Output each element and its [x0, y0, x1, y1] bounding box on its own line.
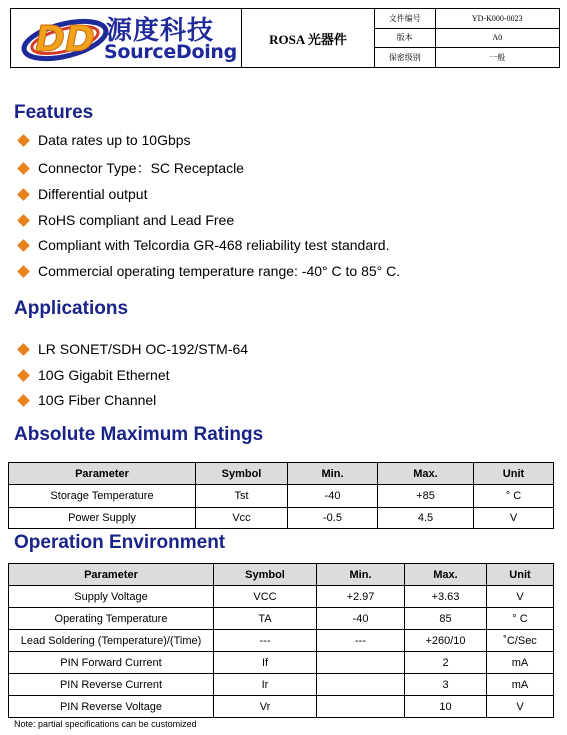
column-header: Symbol	[214, 564, 317, 586]
table-cell: VCC	[214, 586, 317, 608]
logo-mark-text: DD	[35, 19, 95, 60]
table-cell: V	[474, 508, 554, 529]
list-item-text: 10G Fiber Channel	[38, 392, 157, 408]
table-row	[9, 608, 554, 630]
diamond-bullet-icon	[17, 394, 30, 407]
table-cell: V	[487, 696, 554, 718]
table-cell: Vr	[214, 696, 317, 718]
ratings-table	[8, 462, 554, 529]
table-cell: ° C	[487, 608, 554, 630]
column-header: Parameter	[9, 463, 196, 485]
logo-block	[11, 9, 242, 67]
environment-heading: Operation Environment	[14, 532, 226, 553]
table-cell: ˚C/Sec	[487, 630, 554, 652]
list-item-text: 10G Gigabit Ethernet	[38, 367, 170, 383]
list-item-text: Connector Type：SC Receptacle	[38, 160, 244, 176]
info-key: 保密级别	[375, 48, 435, 67]
diamond-bullet-icon	[17, 188, 30, 201]
column-header: Unit	[487, 564, 554, 586]
info-value: YD-K000-0023	[435, 9, 559, 28]
table-row	[9, 586, 554, 608]
table-cell: Vcc	[196, 508, 288, 529]
diamond-bullet-icon	[17, 343, 30, 356]
list-item	[18, 158, 244, 178]
table-cell: TA	[214, 608, 317, 630]
table-row	[9, 630, 554, 652]
list-item	[18, 132, 191, 148]
environment-table	[8, 563, 554, 718]
info-key: 文件编号	[375, 9, 435, 28]
table-row	[9, 485, 554, 508]
list-item	[18, 237, 389, 253]
column-header: Max.	[405, 564, 487, 586]
list-item	[18, 263, 400, 279]
applications-heading: Applications	[14, 298, 129, 319]
table-cell	[317, 696, 405, 718]
table-header-row	[9, 463, 554, 485]
table-cell: +85	[378, 485, 474, 508]
info-row	[375, 9, 559, 28]
column-header: Symbol	[196, 463, 288, 485]
table-cell: Operating Temperature	[9, 608, 214, 630]
table-row	[9, 652, 554, 674]
document-info-table	[375, 9, 559, 67]
table-cell	[317, 652, 405, 674]
table-cell: 3	[405, 674, 487, 696]
features-heading: Features	[14, 102, 94, 123]
table-cell: Lead Soldering (Temperature)/(Time)	[9, 630, 214, 652]
table-cell: -0.5	[288, 508, 378, 529]
table-cell: PIN Reverse Voltage	[9, 696, 214, 718]
diamond-bullet-icon	[17, 214, 30, 227]
list-item-text: Compliant with Telcordia GR-468 reliability test standard.	[38, 237, 390, 253]
info-value: 一般	[489, 53, 506, 63]
table-cell: mA	[487, 674, 554, 696]
document-title: ROSA 光器件	[242, 9, 375, 67]
table-cell: -40	[317, 608, 405, 630]
diamond-bullet-icon	[17, 369, 30, 382]
list-item	[18, 367, 170, 383]
table-cell: 10	[405, 696, 487, 718]
table-cell: -40	[288, 485, 378, 508]
table-cell: Power Supply	[9, 508, 196, 529]
column-header: Min.	[288, 463, 378, 485]
table-cell: 2	[405, 652, 487, 674]
list-item	[18, 392, 156, 408]
table-cell	[317, 674, 405, 696]
column-header: Unit	[474, 463, 554, 485]
diamond-bullet-icon	[17, 265, 30, 278]
table-cell: ---	[317, 630, 405, 652]
document-header	[10, 8, 560, 68]
diamond-bullet-icon	[17, 162, 30, 175]
table-row	[9, 674, 554, 696]
table-cell: Storage Temperature	[9, 485, 196, 508]
logo-chinese-name: 源度科技	[106, 16, 215, 46]
diamond-bullet-icon	[17, 134, 30, 147]
info-value: A0	[435, 28, 559, 47]
info-row	[375, 28, 559, 47]
list-item	[18, 186, 147, 202]
table-row	[9, 696, 554, 718]
list-item-text: Differential output	[38, 186, 148, 202]
footnote: Note: partial specifications can be customized	[14, 719, 197, 729]
table-header-row	[9, 564, 554, 586]
list-item-text: LR SONET/SDH OC-192/STM-64	[38, 341, 249, 357]
table-cell: +3.63	[405, 586, 487, 608]
logo-english-name: SourceDoing	[104, 41, 237, 63]
table-cell: PIN Forward Current	[9, 652, 214, 674]
list-item-text: Data rates up to 10Gbps	[38, 132, 191, 148]
table-cell: Ir	[214, 674, 317, 696]
diamond-bullet-icon	[17, 239, 30, 252]
ratings-heading: Absolute Maximum Ratings	[14, 424, 264, 445]
list-item	[18, 341, 248, 357]
table-cell: 4.5	[378, 508, 474, 529]
info-key: 版本	[375, 28, 435, 47]
list-item-text: RoHS compliant and Lead Free	[38, 212, 235, 228]
table-cell: PIN Reverse Current	[9, 674, 214, 696]
table-cell: +2.97	[317, 586, 405, 608]
column-header: Min.	[317, 564, 405, 586]
table-cell: Tst	[196, 485, 288, 508]
table-cell: ° C	[474, 485, 554, 508]
table-cell: +260/10	[405, 630, 487, 652]
table-cell: 85	[405, 608, 487, 630]
table-cell: V	[487, 586, 554, 608]
table-cell: mA	[487, 652, 554, 674]
table-cell: If	[214, 652, 317, 674]
table-row	[9, 508, 554, 529]
column-header: Parameter	[9, 564, 214, 586]
column-header: Max.	[378, 463, 474, 485]
sourcedoing-logo-icon	[21, 11, 109, 63]
list-item-text: Commercial operating temperature range: -40° C to 85° C.	[38, 263, 401, 279]
table-cell: ---	[214, 630, 317, 652]
info-row	[375, 48, 559, 67]
list-item	[18, 212, 234, 228]
table-cell: Supply Voltage	[9, 586, 214, 608]
